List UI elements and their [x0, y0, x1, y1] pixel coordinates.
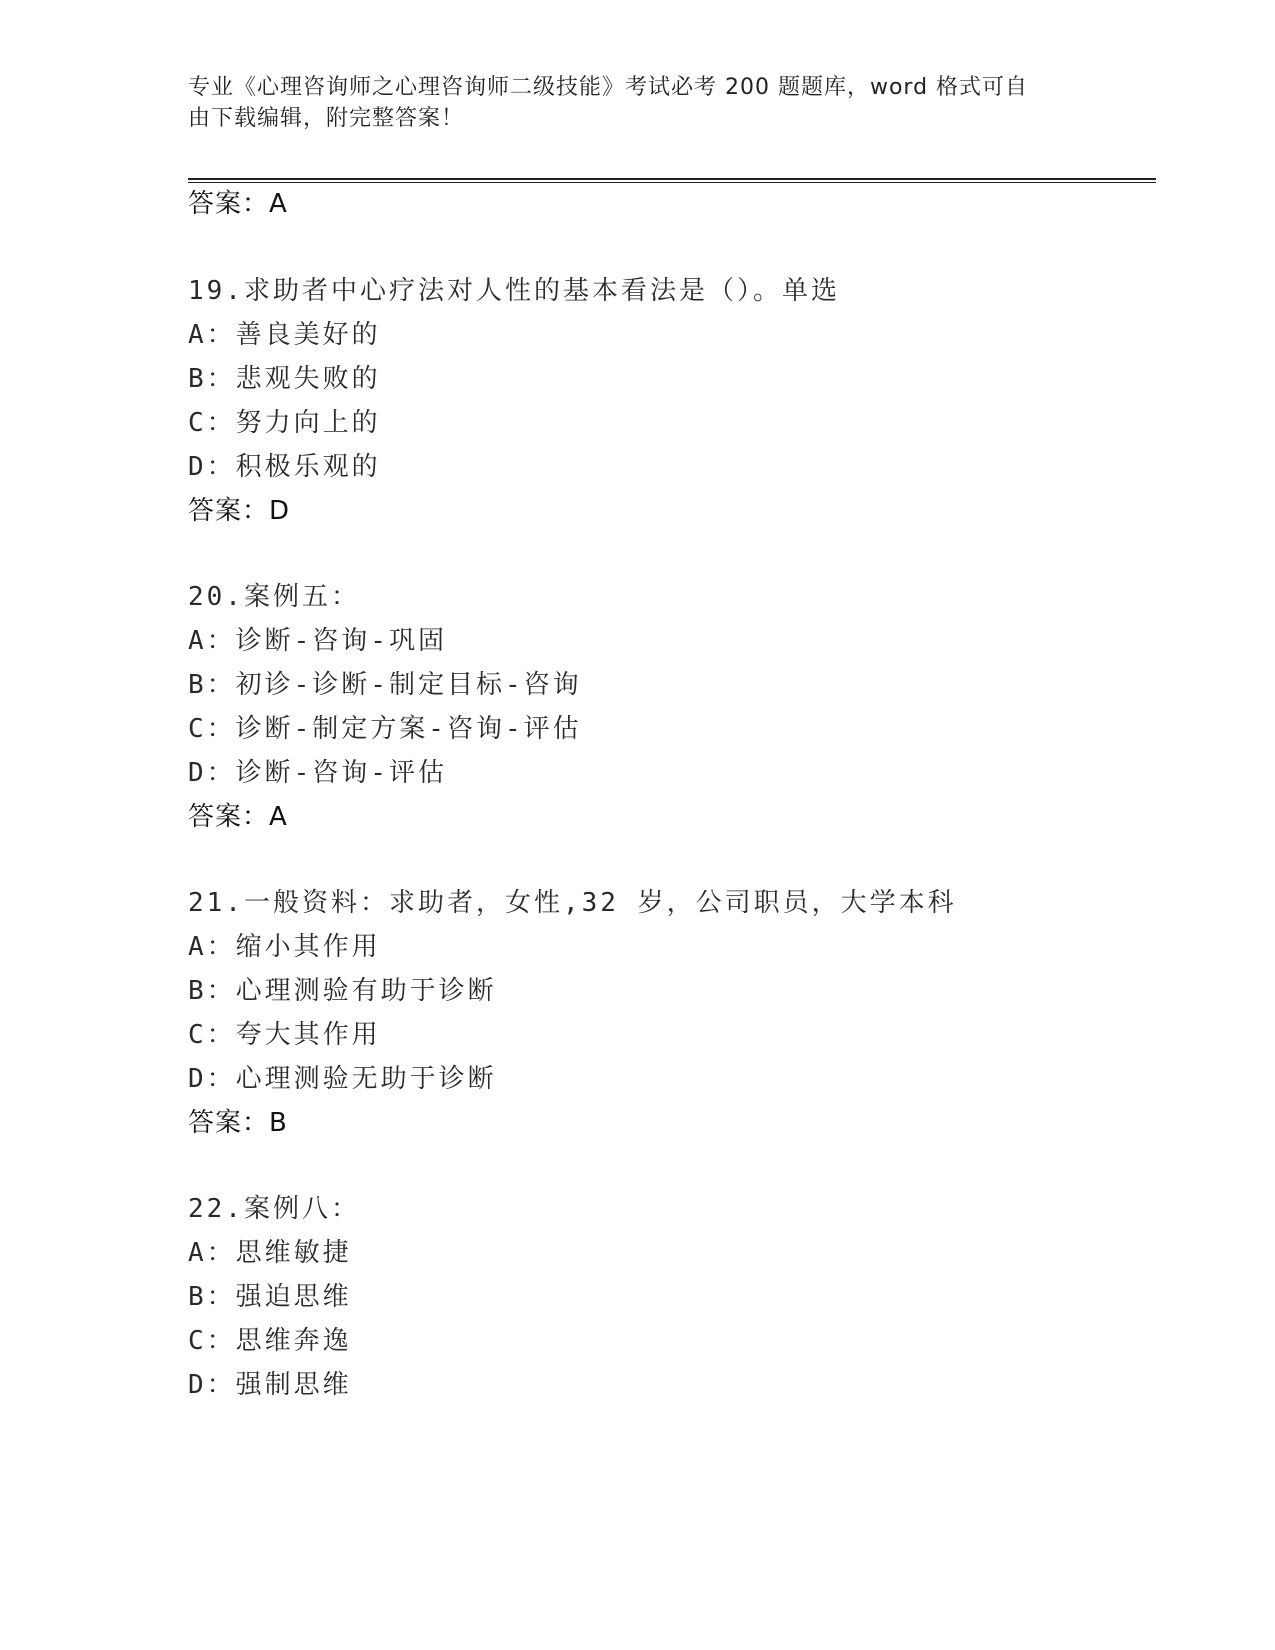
question-19-option-c: C：努力向上的 — [188, 408, 381, 438]
question-21-option-c: C：夸大其作用 — [188, 1020, 381, 1050]
header-line-2: 由下载编辑，附完整答案！ — [188, 106, 465, 131]
question-21-stem: 21.一般资料：求助者，女性,32 岁，公司职员，大学本科 — [188, 888, 957, 918]
question-20-option-d: D：诊断-咨询-评估 — [188, 758, 447, 788]
header-line-1: 专业《心理咨询师之心理咨询师二级技能》考试必考 200 题题库，word 格式可自 — [188, 75, 1029, 100]
question-19-option-d: D：积极乐观的 — [188, 452, 381, 482]
question-20-answer: 答案：A — [188, 802, 288, 832]
question-22-option-c: C：思维奔逸 — [188, 1326, 352, 1356]
question-22-option-d: D：强制思维 — [188, 1370, 352, 1400]
question-22-option-b: B：强迫思维 — [188, 1282, 352, 1312]
question-21-option-d: D：心理测验无助于诊断 — [188, 1064, 497, 1094]
header-divider — [188, 178, 1156, 180]
document-header — [188, 72, 1068, 134]
question-20-option-a: A：诊断-咨询-巩固 — [188, 626, 447, 656]
question-20-stem: 20.案例五： — [188, 582, 360, 612]
question-21-option-a: A：缩小其作用 — [188, 932, 381, 962]
answer-line: 答案：A — [188, 189, 288, 219]
header-divider-thin — [188, 182, 1156, 183]
question-21-answer: 答案：B — [188, 1108, 288, 1138]
question-20-option-b: B：初诊-诊断-制定目标-咨询 — [188, 670, 582, 700]
question-19-option-b: B：悲观失败的 — [188, 364, 381, 394]
question-19-stem: 19.求助者中心疗法对人性的基本看法是（）。单选 — [188, 276, 840, 306]
question-21-option-b: B：心理测验有助于诊断 — [188, 976, 497, 1006]
question-19-answer: 答案：D — [188, 496, 291, 526]
question-22-stem: 22.案例八： — [188, 1194, 360, 1224]
question-20-option-c: C：诊断-制定方案-咨询-评估 — [188, 714, 582, 744]
question-22-option-a: A：思维敏捷 — [188, 1238, 352, 1268]
question-19-option-a: A：善良美好的 — [188, 320, 381, 350]
